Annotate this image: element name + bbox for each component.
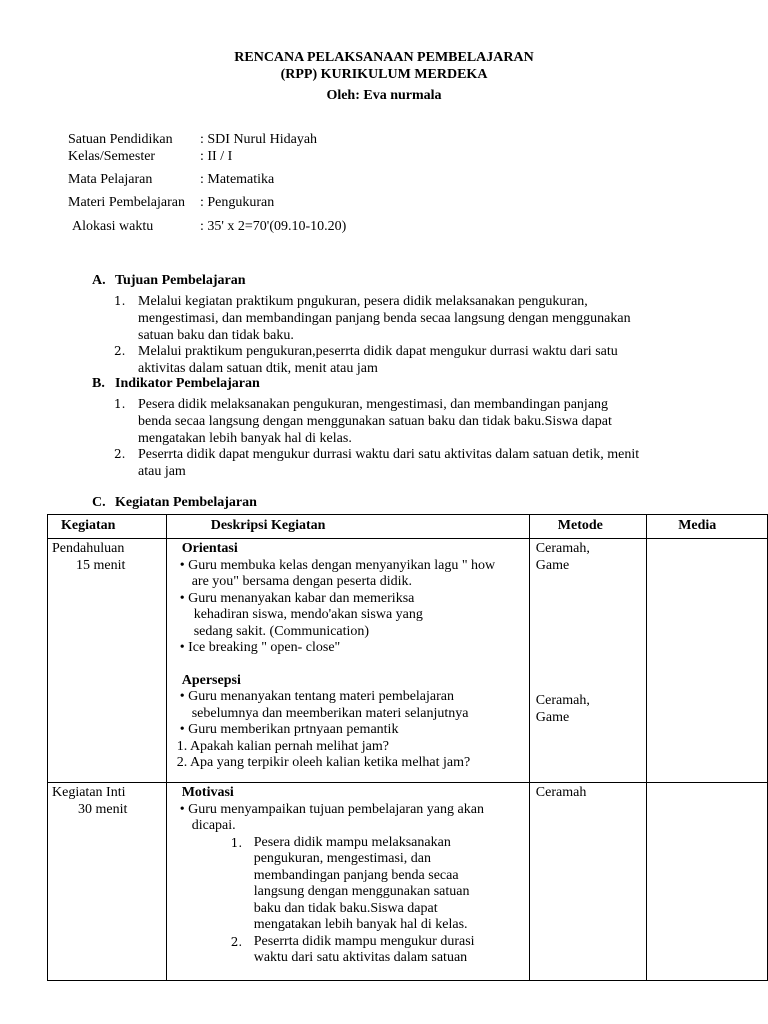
section-b-item1-line1: Pesera didik melaksanakan pengukuran, mengestimasi, dan membandingan panjang (138, 397, 609, 412)
header-media: Media (647, 515, 768, 539)
identity-value-kelas: : II / I (200, 149, 233, 164)
section-b-item1-line2: benda secaa langsung dengan menggunakan satuan baku dan tidak baku.Siswa dapat (138, 414, 612, 429)
row2-kegiatan-duration: 30 menit (78, 801, 128, 817)
row1-metode (529, 539, 646, 783)
doc-author: Oleh: Eva nurmala (326, 88, 442, 103)
section-a-item2-num: 2. (114, 344, 126, 358)
row2-sub-item-2-line1: Peserrta didik mampu mengukur durasi (253, 933, 475, 949)
row2-motivasi-line1: • Guru menyampaikan tujuan pembelajaran yang akan (179, 801, 484, 817)
row2-kegiatan-name: Kegiatan Inti (52, 785, 126, 800)
header-kegiatan: Kegiatan (48, 515, 167, 539)
section-a-item2-line2: aktivitas dalam satuan dtik, menit atau jam (138, 361, 378, 376)
row2-media (647, 783, 768, 981)
section-b-item2-line1: Peserrta didik dapat mengukur durrasi waktu dari satu aktivitas dalam satuan detik, menit (138, 447, 640, 462)
identity-value-satuan: : SDI Nurul Hidayah (200, 132, 318, 147)
row1-orientasi-line1: • Guru membuka kelas dengan menyanyikan lagu " how (179, 557, 496, 573)
section-c-letter: C. (92, 495, 106, 510)
row1-orientasi-line4: kehadiran siswa, mendo'akan siswa yang (193, 607, 423, 622)
table-row (48, 539, 768, 783)
identity-label-satuan: Satuan Pendidikan (68, 132, 173, 147)
section-a-item2-line1: Melalui praktikum pengukuran,peserrta didik dapat mengukur durrasi waktu dari satu (138, 344, 618, 359)
section-b-item1-line3: mengatakan lebih banyak hal di kelas. (138, 431, 352, 446)
row1-metode1-line1: Ceramah, (535, 541, 590, 556)
table-header-row (48, 515, 768, 539)
row2-sub-item-1-line2: pengukuran, mengestimasi, dan (253, 851, 432, 866)
row1-apersepsi-line1: • Guru menanyakan tentang materi pembelajaran (179, 689, 455, 704)
doc-title-line1: RENCANA PELAKSANAAN PEMBELAJARAN (234, 50, 534, 65)
row1-metode2-line1: Ceramah, (535, 693, 590, 708)
row1-kegiatan-duration: 15 menit (76, 557, 126, 573)
identity-label-alokasi: Alokasi waktu (72, 219, 154, 234)
section-a-item1-line3: satuan baku dan tidak baku. (138, 328, 294, 343)
row1-orientasi-line5: sedang sakit. (Communication) (193, 623, 370, 639)
row1-orientasi-title: Orientasi (181, 541, 238, 556)
section-b-title: Indikator Pembelajaran (115, 376, 260, 391)
row2-sub-item-1-line6: mengatakan lebih banyak hal di kelas. (253, 917, 468, 932)
row1-apersepsi-line2: sebelumnya dan meemberikan materi selanjutnya (191, 705, 469, 721)
row2-sub-item-1-num: 1. (230, 835, 243, 850)
section-b-item2-num: 2. (114, 447, 126, 461)
identity-value-alokasi: : 35' x 2=70'(09.10-10.20) (200, 219, 347, 234)
row1-apersepsi-line3: • Guru memberikan prtnyaan pemantik (179, 722, 399, 737)
row1-metode1-line2: Game (535, 557, 570, 573)
section-b-letter: B. (92, 376, 105, 391)
row2-sub-item-1 (169, 835, 525, 934)
identity-value-mapel: : Matematika (200, 172, 275, 187)
row1-media (647, 539, 768, 783)
row1-orientasi-line2: are you" bersama dengan peserta didik. (191, 574, 413, 589)
row2-metode (529, 783, 646, 981)
section-b-item1-num: 1. (114, 397, 126, 411)
row2-sub-item-1-line4: langsung dengan menggunakan satuan (253, 884, 470, 899)
section-a-letter: A. (92, 273, 106, 288)
row1-apersepsi-line5: 2. Apa yang terpikir oleeh kalian ketika melhat jam? (176, 755, 471, 770)
section-c-title: Kegiatan Pembelajaran (115, 495, 257, 510)
row2-sub-item-2 (169, 934, 525, 967)
row2-sub-item-1-line3: membandingan panjang benda secaa (253, 867, 459, 883)
row1-metode2-line2: Game (535, 709, 570, 725)
section-a-item1-line1: Melalui kegiatan praktikum pngukuran, pesera didik melaksanakan pengukuran, (138, 294, 588, 309)
section-b-item2-line2: atau jam (138, 464, 186, 479)
row1-orientasi-line6: • Ice breaking " open- close" (179, 640, 341, 655)
row2-sub-item-1-line1: Pesera didik mampu melaksanakan (253, 834, 451, 850)
row1-deskripsi (166, 539, 529, 783)
row2-sub-item-2-line2: waktu dari satu aktivitas dalam satuan (253, 950, 468, 965)
header-metode: Metode (529, 515, 646, 539)
section-a-item1-num: 1. (114, 294, 126, 308)
row1-orientasi-line3: • Guru menanyakan kabar dan memeriksa (179, 590, 415, 606)
header-deskripsi: Deskripsi Kegiatan (166, 515, 529, 539)
identity-label-materi: Materi Pembelajaran (68, 195, 186, 210)
row1-kegiatan (48, 539, 167, 783)
row2-sub-item-2-num: 2. (230, 934, 243, 949)
row2-kegiatan (48, 783, 167, 981)
activity-table (47, 514, 768, 981)
row1-apersepsi-line4: 1. Apakah kalian pernah melihat jam? (176, 738, 389, 754)
section-a-title: Tujuan Pembelajaran (115, 273, 246, 288)
row1-kegiatan-name: Pendahuluan (52, 541, 125, 556)
row2-motivasi-title: Motivasi (181, 785, 234, 800)
identity-value-materi: : Pengukuran (200, 195, 275, 210)
identity-label-mapel: Mata Pelajaran (68, 172, 153, 187)
row1-apersepsi-title: Apersepsi (181, 672, 241, 688)
row2-deskripsi (166, 783, 529, 981)
identity-label-kelas: Kelas/Semester (68, 149, 156, 164)
table-row (48, 783, 768, 981)
doc-title-line2: (RPP) KURIKULUM MERDEKA (280, 67, 488, 82)
row2-motivasi-line2: dicapai. (191, 818, 236, 833)
section-a-item1-line2: mengestimasi, dan membandingan panjang benda secaa langsung dengan menggunakan (138, 311, 631, 326)
row2-sub-item-1-line5: baku dan tidak baku.Siswa dapat (253, 900, 438, 916)
row2-metode-text: Ceramah (535, 785, 587, 800)
